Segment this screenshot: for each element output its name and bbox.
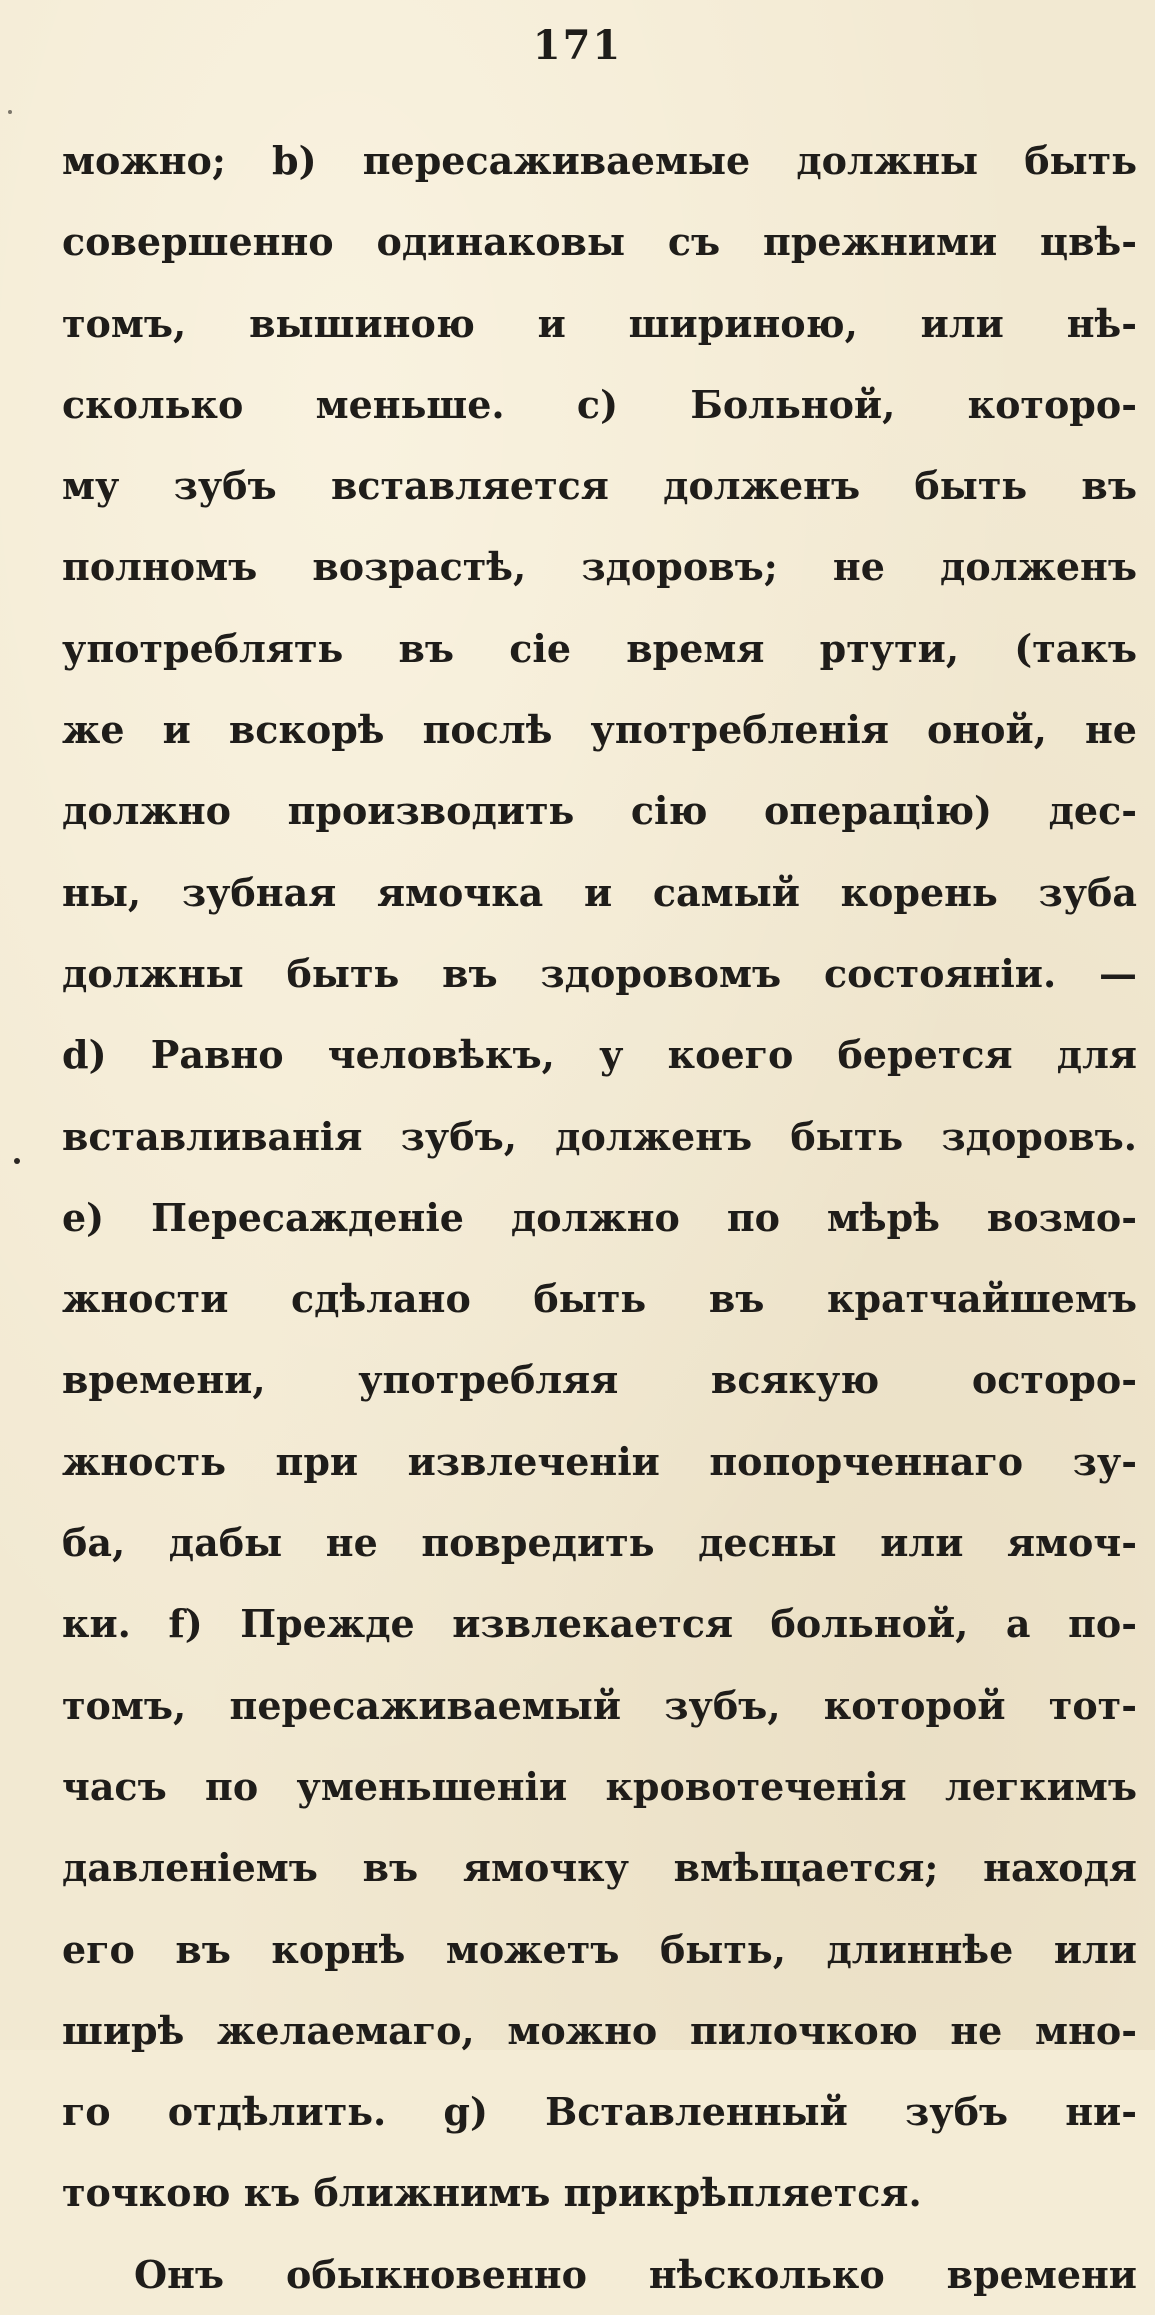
text-line: d) Равно человѣкъ, у коего берется для [62, 1032, 1137, 1078]
text-line: Онъ обыкновенно нѣсколько времени [134, 2251, 1137, 2297]
text-line: e) Пересажденіе должно по мѣрѣ возмо- [62, 1194, 1137, 1240]
text-line: времени, употребляя всякую осторо- [62, 1357, 1137, 1403]
text-line: часъ по уменьшеніи кровотеченія легкимъ [62, 1763, 1137, 1809]
page-number: 171 [532, 22, 623, 69]
text-line: должны быть въ здоровомъ состояніи. — [62, 950, 1137, 996]
text-line: совершенно одинаковы съ прежними цвѣ- [62, 219, 1137, 265]
text-line: сколько меньше. c) Больной, которо- [62, 381, 1137, 427]
text-line: томъ, пересаживаемый зубъ, которой тот- [62, 1682, 1137, 1728]
text-line: точкою къ ближнимъ прикрѣпляется. [62, 2170, 922, 2216]
text-line: ны, зубная ямочка и самый корень зуба [62, 869, 1137, 915]
text-line: ба, дабы не повредить десны или ямоч- [62, 1520, 1137, 1566]
text-line: должно производить сію операцію) дес- [62, 788, 1137, 834]
text-line: употреблять въ сіе время ртути, (такъ [62, 625, 1137, 671]
text-line: му зубъ вставляется долженъ быть въ [62, 463, 1137, 509]
text-line: жности сдѣлано быть въ кратчайшемъ [62, 1276, 1137, 1322]
ink-speck [8, 110, 12, 114]
text-line: его въ корнѣ можетъ быть, длиннѣе или [62, 1926, 1137, 1972]
body-text [62, 120, 1137, 2315]
text-line: жность при извлеченіи попорченнаго зу- [62, 1438, 1137, 1484]
ink-speck [14, 1158, 20, 1164]
text-line: можно; b) пересаживаемые должны быть [62, 138, 1137, 183]
text-line: давленіемъ въ ямочку вмѣщается; находя [62, 1845, 1137, 1891]
text-line: же и вскорѣ послѣ употребленія оной, не [62, 707, 1137, 753]
text-line: ки. f) Прежде извлекается больной, а по- [62, 1601, 1137, 1647]
text-line: ширѣ желаемаго, можно пилочкою не мно- [62, 2007, 1137, 2053]
text-line: томъ, вышиною и шириною, или нѣ- [62, 300, 1137, 346]
text-line: вставливанія зубъ, долженъ быть здоровъ. [62, 1113, 1137, 1159]
text-line: го отдѣлить. g) Вставленный зубъ ни- [62, 2089, 1137, 2135]
text-line: полномъ возрастѣ, здоровъ; не долженъ [62, 544, 1137, 590]
